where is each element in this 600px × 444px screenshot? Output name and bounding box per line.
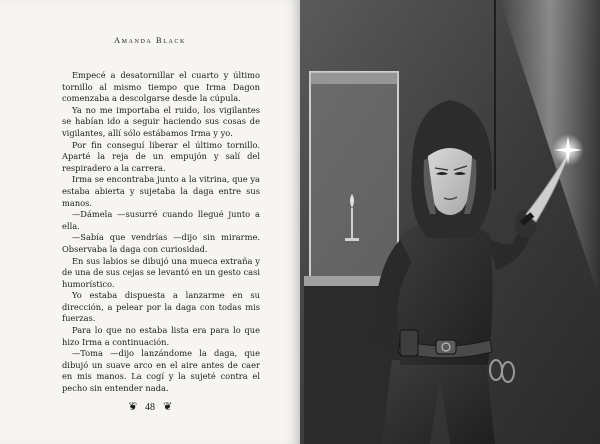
ornament-icon: ❦ [163, 401, 173, 413]
paragraph: Ya no me importaba el ruido, los vigilantes se habían ido a seguir haciendo sus cosas de vigilantes, allí sólo estábamos Irma y yo. [62, 104, 260, 138]
paragraph: Empecé a desatornillar el cuarto y último tornillo al mismo tiempo que Irma Dagon comenzaba a descolgarse desde la cúpula. [62, 70, 260, 104]
ornament-icon: ❦ [127, 401, 137, 413]
body-text [62, 70, 260, 395]
right-page-illustration [300, 0, 600, 444]
page-number: 48 [145, 402, 155, 413]
paragraph: Por fin conseguí liberar el último tornillo. Aparté la reja de un empujón y salí del respiradero a la carrera. [62, 139, 260, 173]
paragraph: —Toma —dijo lanzándome la daga, que dibujó un suave arco en el aire antes de caer en mis manos. La cogí y la sujeté contra el pecho sin entender nada. [62, 348, 260, 394]
paragraph: Para lo que no estaba lista era para lo que hizo Irma a continuación. [62, 325, 260, 347]
page-footer [0, 397, 300, 415]
hooded-thief-illustration [300, 0, 600, 444]
paragraph: Irma se encontraba junto a la vitrina, que ya estaba abierta y sujetaba la daga entre sus manos. [62, 174, 260, 208]
running-head: Amanda Black [114, 36, 186, 45]
folio [128, 402, 172, 413]
paragraph: —Sabía que vendrías —dijo sin mirarme. Observaba la daga con curiosidad. [62, 232, 260, 254]
paragraph: Yo estaba dispuesta a lanzarme en su dirección, a pelear por la daga con todas mis fuerzas. [62, 290, 260, 324]
paragraph: —Dámela —susurré cuando llegué junto a ella. [62, 209, 260, 231]
paragraph: En sus labios se dibujó una mueca extraña y de una de sus cejas se levantó en un gesto casi humorístico. [62, 255, 260, 289]
